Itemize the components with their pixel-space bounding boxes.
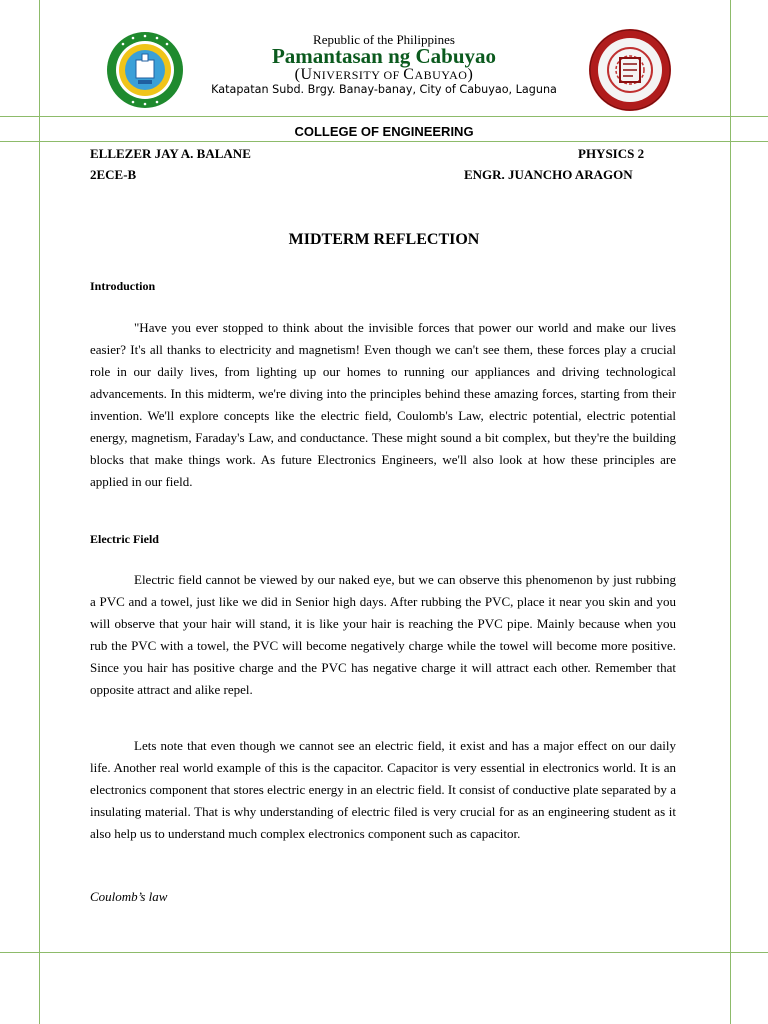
electric-field-paragraph-2: Lets note that even though we cannot see an electric field, it exist and has a major effect on our daily life. Another real world example of this is the capacitor. Capacitor is very essential in electronics world. It is an electronics component that stores electric energy in an electric field. It consist of conductive plate separated by a insulating material. That is why understanding of electric filed is very crucial for as an engineering student as it also help us to understand much complex electronics component such as capacitor. xyxy=(90,738,676,841)
university-subtitle: (UNIVERSITY OF CABUYAO) xyxy=(294,66,474,83)
header-guide-bottom xyxy=(0,141,768,142)
electric-field-paragraph-1: Electric field cannot be viewed by our naked eye, but we can observe this phenomenon by just rubbing a PVC and a towel, just like we did in Senior high days. After rubbing the PVC, place it near you skin and you will observe that your hair will stand, it is like your hair is reaching the PVC pipe. Mainly because when you rub the PVC with a towel, the PVC will become negatively charge while the towel will become more positive. Since you hair has positive charge and the PVC has negative charge it will attract each other. Remember that opposite attract and alike repel. xyxy=(90,572,676,697)
college-label: COLLEGE OF ENGINEERING xyxy=(294,124,474,139)
document-title: MIDTERM REFLECTION xyxy=(288,231,480,248)
left-margin-guide xyxy=(39,0,40,1024)
section-heading-coulombs-law: Coulomb’s law xyxy=(90,889,168,904)
header-guide-top xyxy=(0,116,768,117)
instructor-name: ENGR. JUANCHO ARAGON xyxy=(464,167,633,182)
introduction-paragraph: "Have you ever stopped to think about the invisible forces that power our world and make our lives easier? It's all thanks to electricity and magnetism! Even though we can't see them, these forces play a crucial role in our daily lives, from lighting up our homes to running our appliances and driving technological advancements. In this midterm, we're diving into the principles behind these amazing forces, starting from their invention. We'll explore concepts like the electric field, Coulomb's Law, electric potential, electric potential energy, magnetism, Faraday's Law, and conductance. These might sound a bit complex, but they're the building blocks that make things work. As future Electronics Engineers, we'll also look at how these principles are applied in our field. xyxy=(90,320,676,489)
university-name: Pamantasan ng Cabuyao xyxy=(271,44,497,68)
right-margin-guide xyxy=(730,0,731,1024)
section-heading-electric-field: Electric Field xyxy=(90,532,159,546)
student-name: ELLEZER JAY A. BALANE xyxy=(90,146,251,161)
section-heading-introduction: Introduction xyxy=(90,279,156,293)
subject-label: PHYSICS 2 xyxy=(578,146,645,161)
section-label: 2ECE-B xyxy=(90,167,137,182)
republic-label: Republic of the Philippines xyxy=(313,32,455,47)
university-address: Katapatan Subd. Brgy. Banay-banay, City of Cabuyao, Laguna xyxy=(211,83,557,96)
footer-guide xyxy=(0,952,768,953)
